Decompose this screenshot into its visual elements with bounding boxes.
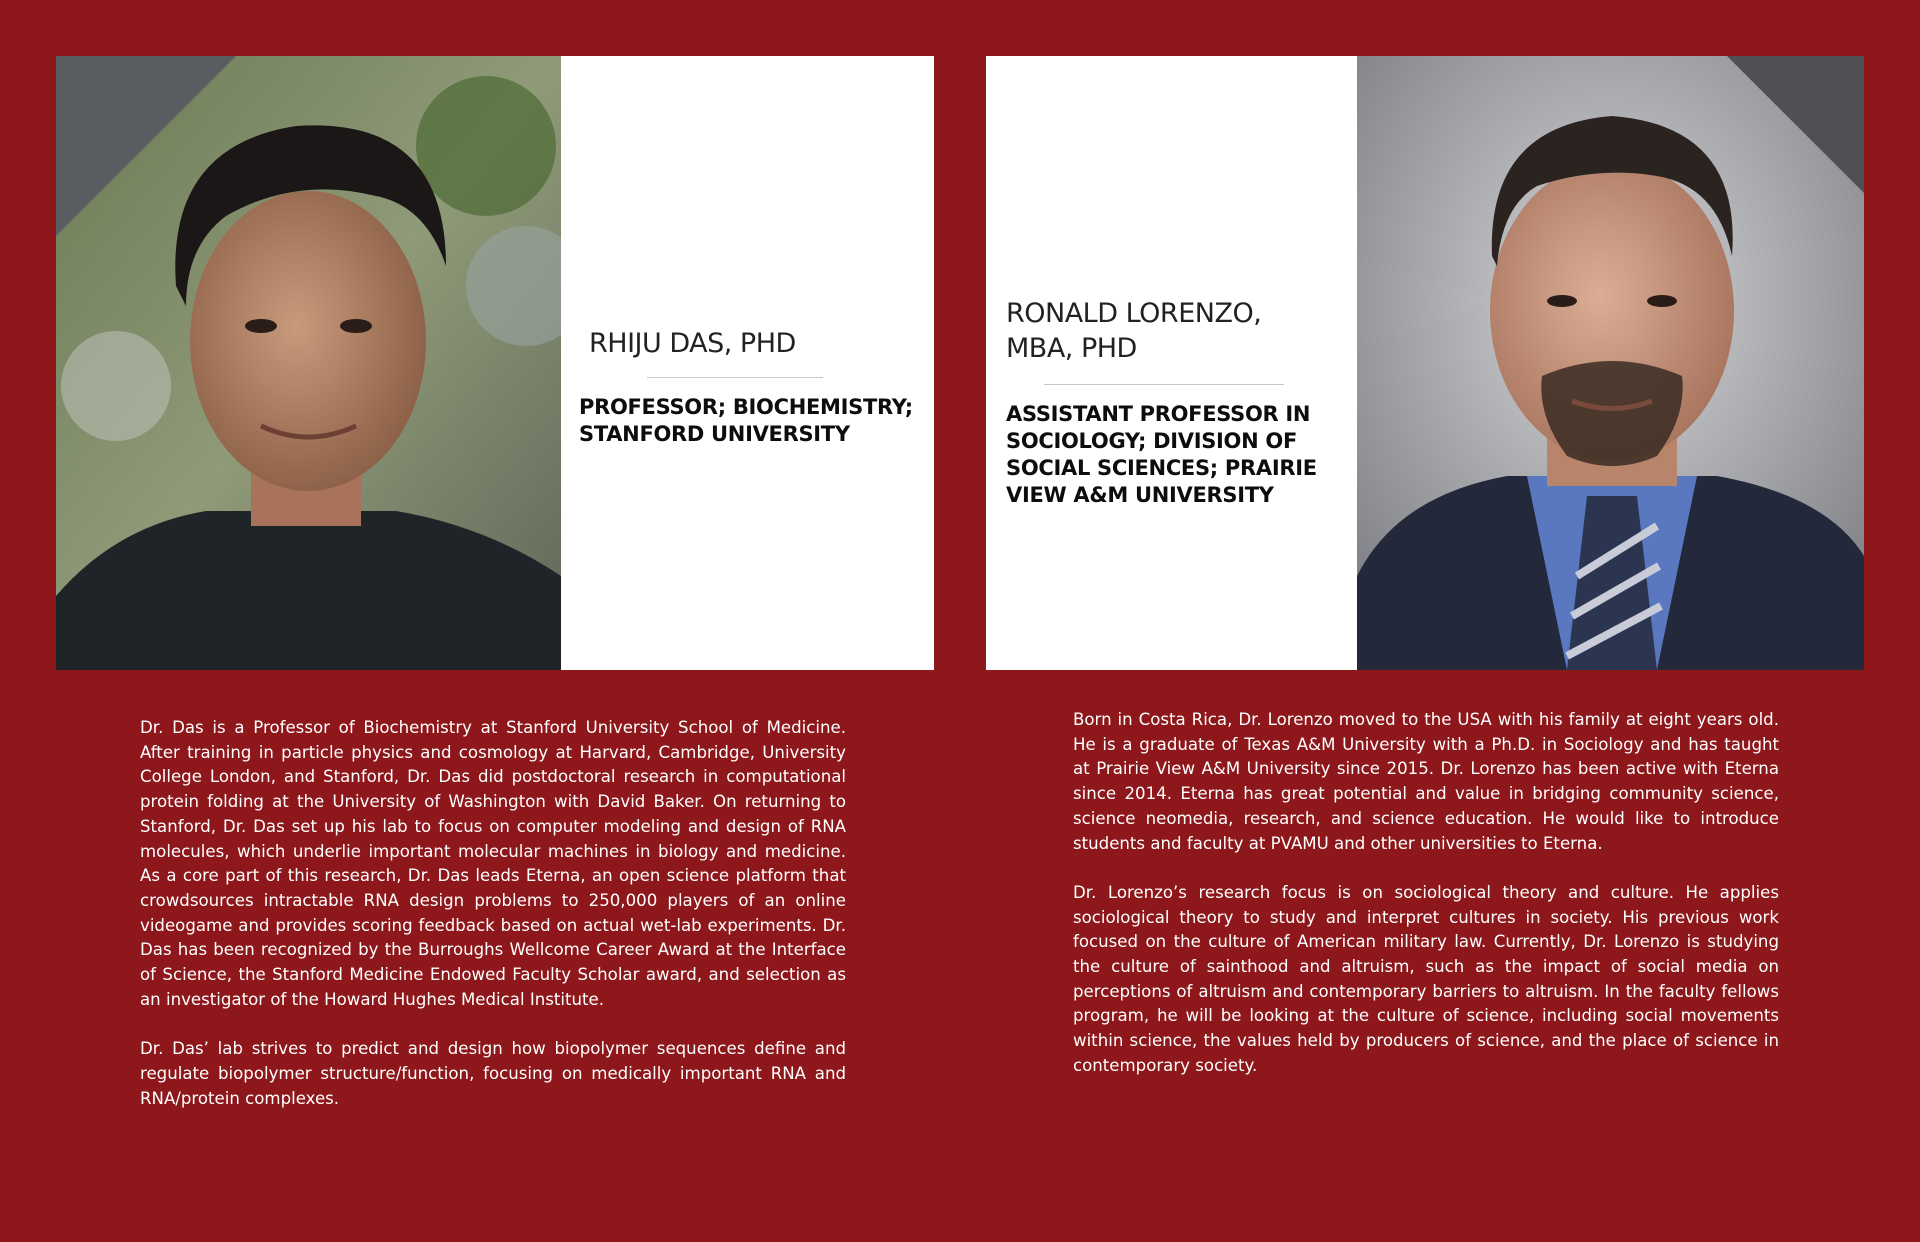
- divider: [1044, 384, 1284, 385]
- das-portrait-photo: [56, 56, 561, 670]
- bio-paragraph: Born in Costa Rica, Dr. Lorenzo moved to the USA with his family at eight years old. He is a graduate of Texas A&M University with a Ph.D. in Sociology and has taught at Prairie View A&M University since 2015. Dr. Lorenzo has been active with Eterna since 2014. Eterna has great potential and value in bridging community science, science neomedia, research, and science education. He would like to introduce students and faculty at PVAMU and other universities to Eterna.: [1073, 710, 1779, 853]
- profile-card-das: [56, 56, 934, 670]
- profile-name: RHIJU DAS, PHD: [589, 328, 796, 359]
- lorenzo-biography: [1073, 708, 1779, 1103]
- bio-paragraph: Dr. Das’ lab strives to predict and design how biopolymer sequences define and regulate biopolymer structure/function, focusing on medically important RNA and RNA/protein complexes.: [140, 1039, 846, 1108]
- lorenzo-portrait-photo: [1357, 56, 1864, 670]
- das-biography: [140, 716, 846, 1136]
- das-heading-block: [579, 326, 924, 448]
- portrait-photo-icon: [1357, 56, 1864, 670]
- lorenzo-heading-block: [1006, 296, 1336, 509]
- profile-title: ASSISTANT PROFESSOR IN SOCIOLOGY; DIVISION OF SOCIAL SCIENCES; PRAIRIE VIEW A&M UNIVERSITY: [1006, 402, 1317, 507]
- bio-paragraph: Dr. Das is a Professor of Biochemistry at Stanford University School of Medicine. After training in particle physics and cosmology at Harvard, Cambridge, University College London, and Stanford, Dr. Das did postdoctoral research in computational protein folding at the University of Washington with David Baker. On returning to Stanford, Dr. Das set up his lab to focus on computer modeling and design of RNA molecules, which underlie important molecular machines in biology and medicine. As a core part of this research, Dr. Das leads Eterna, an open science platform that crowdsources intractable RNA design problems to 250,000 players of an online videogame and provides scoring feedback based on actual wet-lab experiments. Dr. Das has been recognized by the Burroughs Wellcome Career Award at the Interface of Science, the Stanford Medicine Endowed Faculty Scholar award, and selection as an investigator of the Howard Hughes Medical Institute.: [140, 718, 846, 1009]
- bio-paragraph: Dr. Lorenzo’s research focus is on sociological theory and culture. He applies sociological theory to study and interpret cultures in society. His previous work focused on the culture of American military law. Currently, Dr. Lorenzo is studying the culture of sainthood and altruism, such as the impact of social media on perceptions of altruism and contemporary barriers to altruism. In the faculty fellows program, he will be looking at the culture of science, including social movements within science, the values held by producers of science, and the place of science in contemporary society.: [1073, 882, 1779, 1075]
- portrait-photo-icon: [56, 56, 561, 670]
- profile-card-lorenzo: [986, 56, 1864, 670]
- divider: [647, 377, 823, 378]
- profile-name: RONALD LORENZO, MBA, PHD: [1006, 298, 1262, 364]
- profile-title: PROFESSOR; BIOCHEMISTRY; STANFORD UNIVERSITY: [579, 395, 913, 446]
